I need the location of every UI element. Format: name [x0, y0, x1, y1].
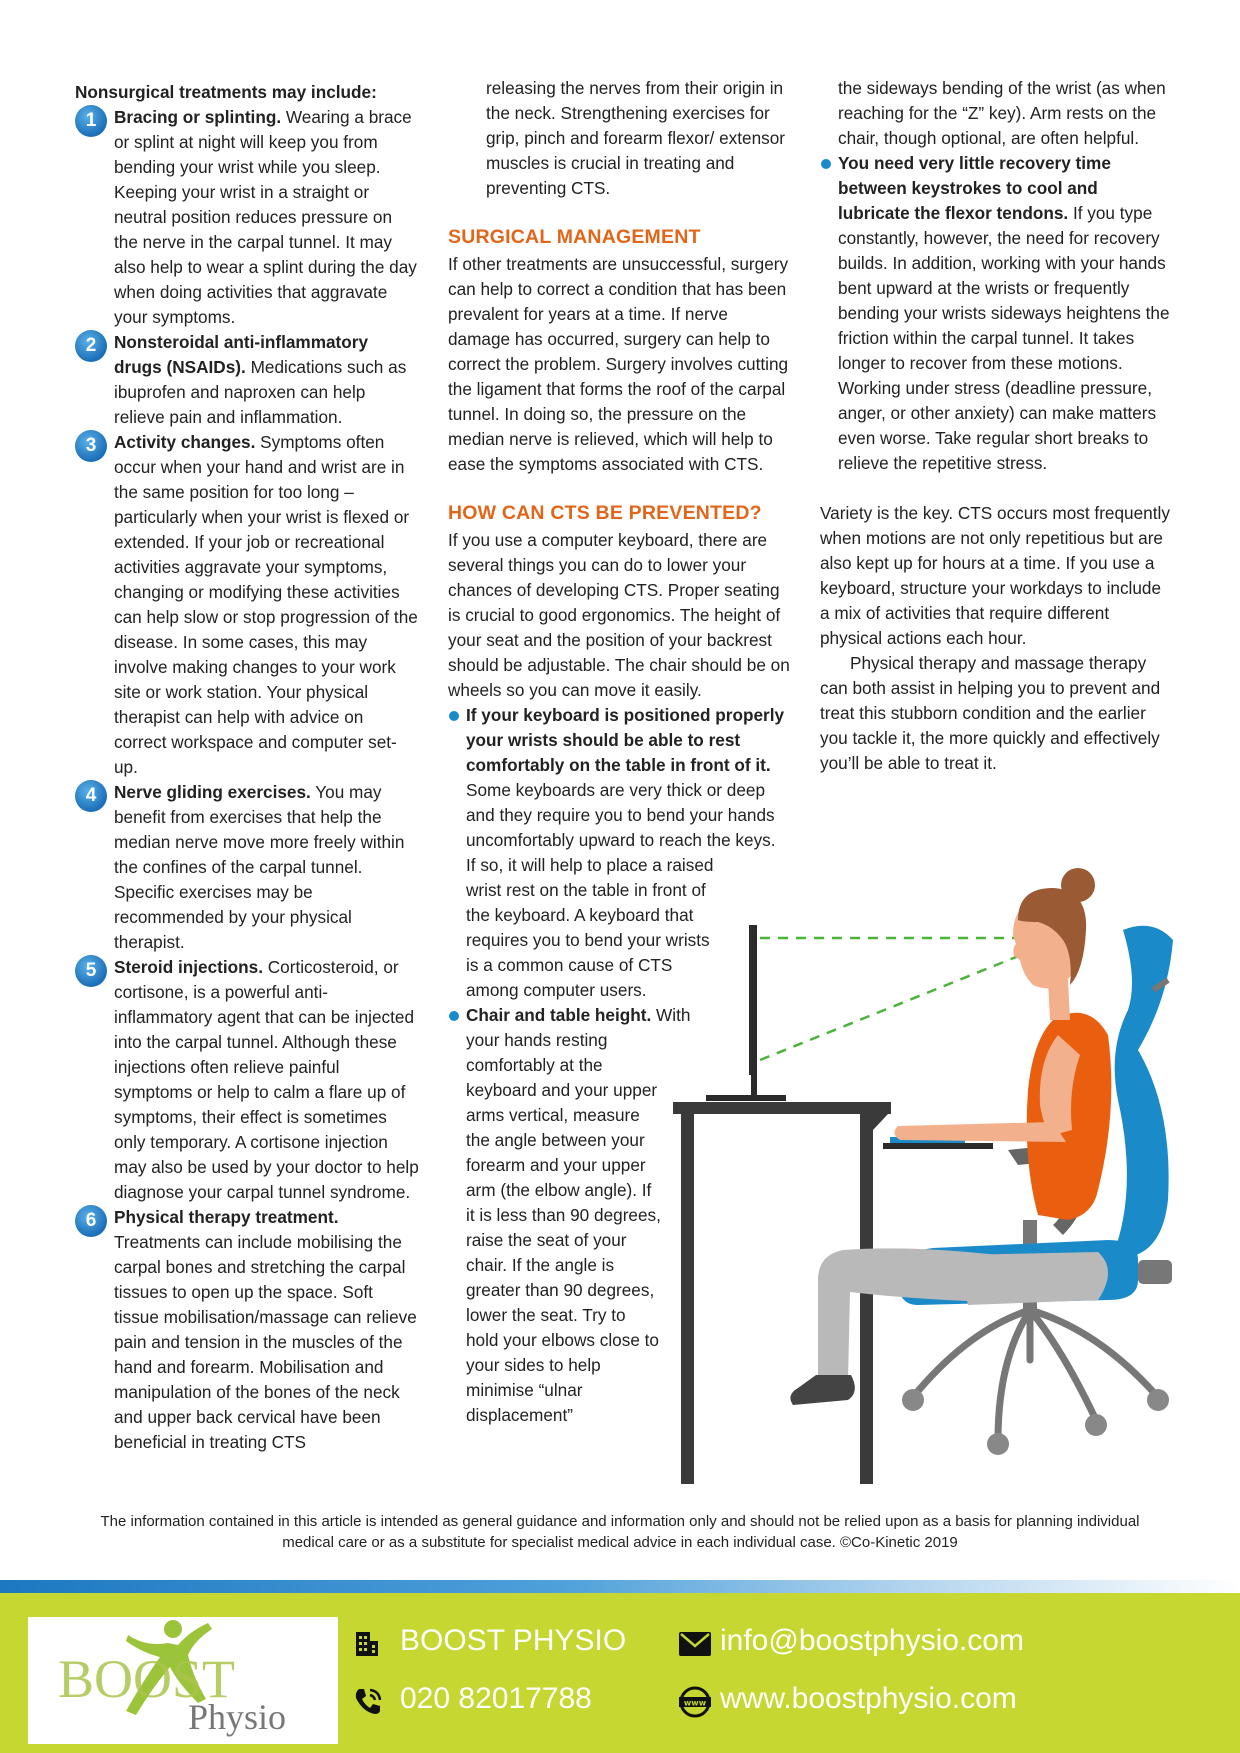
bullet-text-narrow: your hands resting comfortably at the keyboard and your upper arms vertical, measure the angle between your forearm and your upper arm (the elbow angle). If it is less than 90 degrees, raise the seat of your chair. If the angle is greater than 90 degrees, lower the seat. Try to hold your elbows close to your sides to help minimise “ulnar displacement”	[466, 1030, 661, 1425]
logo-sub: Physio	[188, 1697, 287, 1737]
variety-paragraph: Variety is the key. CTS occurs most frequently when motions are not only repetitious but are also kept up for hours at a time. If you use a keyboard, structure your workdays to include a mix of activities that require different physical actions each hour.	[820, 503, 1170, 648]
treatment-item	[75, 430, 420, 780]
therapy-paragraph: Physical therapy and massage therapy can both assist in helping you to prevent and treat this stubborn condition and the earlier you tackle it, the more quickly and effectively you’ll be able to treat it.	[820, 653, 1161, 773]
monitor	[749, 925, 757, 1075]
treatment-title: Steroid injections.	[114, 957, 263, 977]
bullet-text: If you type constantly, however, the need for recovery builds. In addition, working with your hands bent upward at the wrists or frequently bending your wrists sideways heightens the friction within the carpal tunnel. It takes longer to recover from these motions. Working under stress (deadline pressure, anger, or other anxiety) can make matters even worse. Take regular short breaks to relieve the repetitive stress.	[838, 203, 1170, 473]
number-badge-icon: 1	[75, 105, 107, 137]
number-badge-icon: 6	[75, 1205, 107, 1237]
monitor-base	[706, 1095, 786, 1101]
disclaimer: The information contained in this article is intended as general guidance and information only and should not be relied upon as a basis for planning individual medical care or as a substitute for specialist medical advice in each individual case. ©Co-Kinetic 2019	[100, 1513, 1140, 1551]
prevention-heading: HOW CAN CTS BE PREVENTED?	[448, 502, 762, 524]
number-badge-icon: 4	[75, 780, 107, 812]
bullet-title: Chair and table height.	[466, 1005, 652, 1025]
treatment-text: You may benefit from exercises that help the median nerve move more freely within the confines of the carpal tunnel. Specific exercises may be recommended by your physical therapist.	[114, 782, 405, 952]
monitor-stand	[751, 1075, 757, 1097]
phone-icon	[353, 1686, 383, 1716]
treatment-title: Nonsteroidal anti-inflammatory drugs (NSAIDs).	[114, 332, 369, 377]
treatment-text: Symptoms often occur when your hand and wrist are in the same position for too long – particularly when your wrist is flexed or extended. If your job or recreational activities aggravate your symptoms, changing or modifying these activities can help slow or stop progression of the disease. In some cases, this may involve making changes to your work site or work station. Your physical therapist can help with advice on correct workspace and computer set-up.	[114, 432, 418, 777]
surgical-text: If other treatments are unsuccessful, surgery can help to correct a condition that has been prevalent for years at a time. If nerve damage has occurred, surgery can help to correct the problem. Surgery involves cutting the ligament that forms the roof of the carpal tunnel. In doing so, the pressure on the median nerve is relieved, which will help to ease the symptoms associated with CTS.	[448, 254, 789, 474]
bullet-title: You need very little recovery time between keystrokes to cool and lubricate the flexor tendons.	[838, 153, 1111, 223]
treatment-text: Corticosteroid, or cortisone, is a powerful anti-inflammatory agent that can be injected into the carpal tunnel. Although these injections often relieve painful symptoms or help to calm a flare up of symptoms, their effect is sometimes only temporary. A cortisone injection may also be used by your doctor to help diagnose your carpal tunnel syndrome.	[114, 957, 419, 1202]
treatment-item	[75, 780, 420, 955]
column-right	[820, 76, 1170, 776]
number-badge-icon: 3	[75, 430, 107, 462]
bullet-title: If your keyboard is positioned properly your wrists should be able to rest comfortably on the table in front of it.	[466, 705, 785, 775]
bullet-dot-icon	[449, 711, 459, 721]
logo-word: BOOST	[58, 1649, 236, 1709]
treatment-text: Medications such as ibuprofen and naproxen can help relieve pain and inflammation.	[114, 357, 407, 427]
website-link[interactable]: www.boostphysio.com	[720, 1682, 1017, 1715]
mail-icon	[678, 1631, 712, 1657]
treatment-item	[75, 955, 420, 1205]
intro-heading: Nonsurgical treatments may include:	[75, 82, 377, 102]
bullet-text: Some keyboards are very thick or deep and they require you to bend your hands uncomfortably upward to reach the keys.	[466, 780, 776, 850]
chair-wheels	[902, 1389, 1169, 1455]
desk-leg-right	[860, 1114, 873, 1484]
chair-back	[1113, 926, 1173, 1255]
company-name: BOOST PHYSIO	[400, 1624, 627, 1657]
chair-lever	[1138, 1260, 1172, 1284]
treatment-item	[75, 1205, 420, 1455]
bullet-dot-icon	[449, 1011, 459, 1021]
number-badge-icon: 5	[75, 955, 107, 987]
treatment-text: Wearing a brace or splint at night will keep you from bending your wrist while you sleep. Keeping your wrist in a straight or neutral position reduces pressure on the nerve in the carpal tunnel. It may also help to wear a splint during the day when doing activities that aggravate your symptoms.	[114, 107, 417, 327]
email-link[interactable]: info@boostphysio.com	[720, 1624, 1024, 1657]
bullet-item	[820, 151, 1170, 476]
treatment-title: Activity changes.	[114, 432, 256, 452]
treatment-item	[75, 105, 420, 330]
person-forearm	[894, 1122, 1066, 1142]
person-hair-bun	[1061, 868, 1095, 902]
desk-top	[673, 1102, 891, 1114]
person-shoe	[790, 1375, 854, 1405]
globe-icon	[678, 1686, 712, 1718]
sight-line-bottom	[760, 945, 1046, 1060]
building-icon	[353, 1628, 381, 1658]
bullet-continued: the sideways bending of the wrist (as when reaching for the “Z” key). Arm rests on the chair, though optional, are often helpful.	[838, 78, 1166, 148]
logo-figure-icon	[28, 1617, 338, 1744]
treatment-title: Nerve gliding exercises.	[114, 782, 311, 802]
svg-text:www: www	[683, 1698, 707, 1708]
treatment-text: Treatments can include mobilising the carpal bones and stretching the carpal tissues to open up the space. Soft tissue mobilisation/massage can relieve pain and tension in the muscles of the hand and forearm. Mobilisation and manipulation of the bones of the neck and upper back cervical have been beneficial in treating CTS	[114, 1232, 417, 1452]
treatment-title: Bracing or splinting.	[114, 107, 282, 127]
treatment-title: Physical therapy treatment.	[114, 1207, 339, 1227]
bullet-text-narrow: If so, it will help to place a raised wrist rest on the table in front of the keyboard. A keyboard that requires you to bend your wrists is a common cause of CTS among computer users.	[466, 855, 714, 1000]
person-thigh	[958, 1252, 1108, 1305]
number-badge-icon: 2	[75, 330, 107, 362]
desk-leg-left	[681, 1114, 694, 1484]
bullet-dot-icon	[821, 159, 831, 169]
boost-physio-logo	[28, 1617, 338, 1744]
bullet-text-lead: With	[656, 1005, 691, 1025]
chair-base	[913, 1310, 1156, 1440]
footer-divider	[0, 1580, 1240, 1593]
column-left	[75, 80, 420, 1455]
phone-number[interactable]: 020 82017788	[400, 1682, 592, 1715]
surgical-heading: SURGICAL MANAGEMENT	[448, 226, 701, 248]
keyboard-tray	[883, 1143, 993, 1149]
desk-brace	[873, 1114, 888, 1130]
treatment-item	[75, 330, 420, 430]
ergonomic-workstation-illustration	[668, 860, 1208, 1500]
prevention-intro: If you use a computer keyboard, there are several things you can do to lower your chances of developing CTS. Proper seating is crucial to good ergonomics. The height of your seat and the position of your backrest should be adjustable. The chair should be on wheels so you can move it easily.	[448, 530, 790, 700]
treatment-continued: releasing the nerves from their origin in the neck. Strengthening exercises for grip, pinch and forearm flexor/ extensor muscles is crucial in treating and preventing CTS.	[486, 78, 786, 198]
footer	[0, 1593, 1240, 1753]
